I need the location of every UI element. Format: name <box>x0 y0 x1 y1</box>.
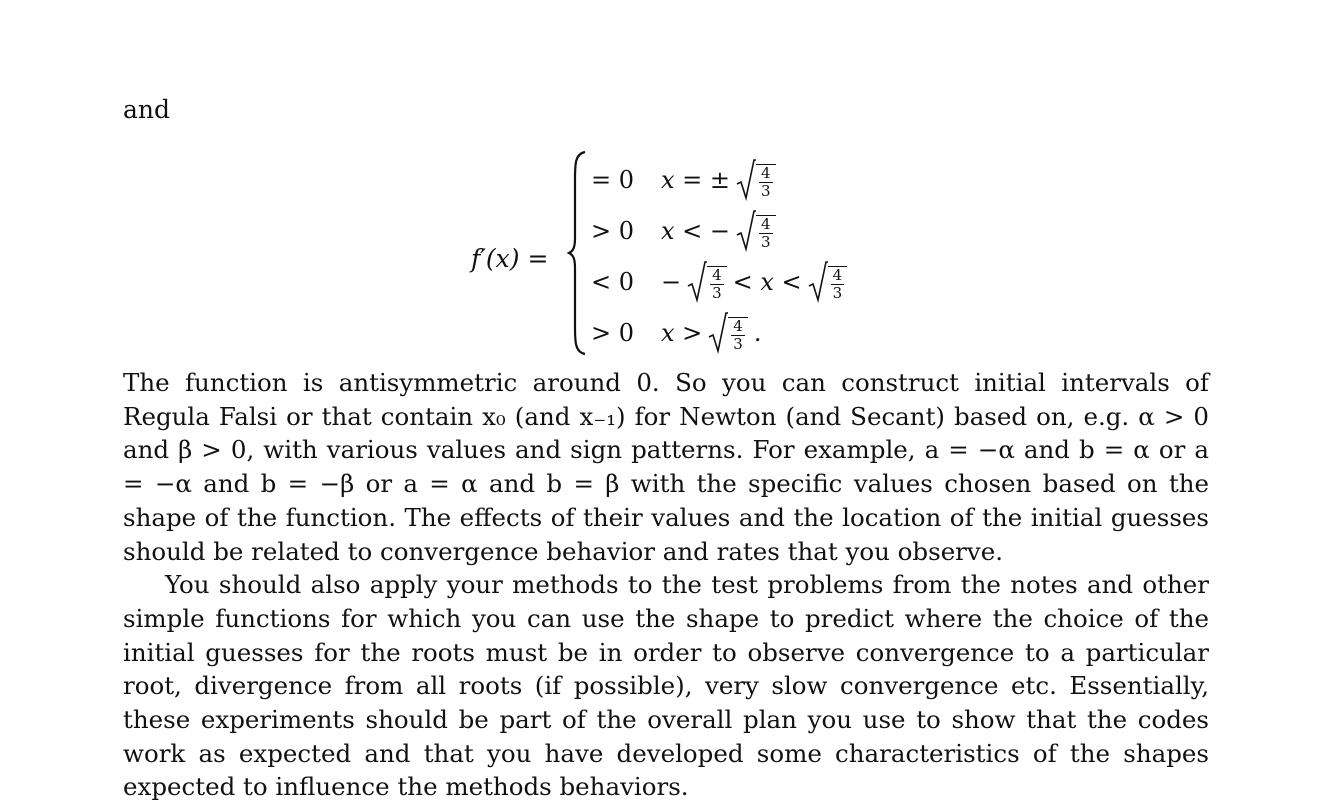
case-condition: = 0 <box>591 165 635 194</box>
case-range <box>661 260 847 304</box>
document-page <box>123 92 1209 804</box>
case-condition: < 0 <box>591 267 635 296</box>
radical-sign-icon <box>808 260 828 304</box>
fraction <box>828 266 848 302</box>
range-middle: < x < <box>732 267 802 296</box>
case-range <box>661 311 761 355</box>
fraction-denominator: 3 <box>761 232 771 251</box>
range-suffix: . <box>753 318 762 347</box>
square-root <box>736 158 776 202</box>
range-prefix: − <box>661 267 682 296</box>
body-paragraph-1: The function is antisymmetric around 0. So you can construct initial intervals of Regula Falsi or that contain x₀ (and x₋₁) for Newton (and Secant) based on, e.g. α > 0 and β > 0, with various values and sign patterns. For example, a = −α and b = α or a = −α and b = −β or a = α and b = β with the specific values chosen based on the shape of the function. The effects of their values and the location of the initial guesses should be related to convergence behavior and rates that you observe. <box>123 368 1209 566</box>
intro-word: and <box>123 95 171 124</box>
fraction-denominator: 3 <box>832 283 843 302</box>
radical-sign-icon <box>736 158 756 202</box>
range-prefix: x > <box>661 318 703 347</box>
range-prefix: x = ± <box>661 165 731 194</box>
fraction <box>756 164 776 200</box>
fraction-numerator: 4 <box>733 316 743 335</box>
radical-sign-icon <box>736 209 756 253</box>
piecewise-equation <box>123 128 1209 366</box>
lhs-equals: = <box>527 244 549 273</box>
square-root <box>808 260 848 304</box>
case-row <box>591 307 847 358</box>
body-paragraph-2: You should also apply your methods to the test problems from the notes and other simple functions for which you can use the shape to predict where the choice of the initial guesses for the roots must be in order to observe convergence to a particular root, divergence from all roots (if possible), very slow convergence etc. Essentially, these experiments should be part of the overall plan you use to show that the codes work as expected and that you have developed some characteristics of the shapes expected to influence the methods behaviors. <box>123 570 1209 802</box>
left-brace-icon <box>567 150 587 356</box>
fraction-denominator: 3 <box>712 283 722 302</box>
range-prefix: x < − <box>661 216 731 245</box>
fraction-numerator: 4 <box>761 163 771 182</box>
fraction-numerator: 4 <box>761 214 771 233</box>
case-range <box>661 209 776 253</box>
fraction-denominator: 3 <box>761 181 771 200</box>
lhs-function: f′(x) <box>471 244 520 273</box>
fraction-denominator: 3 <box>733 334 743 353</box>
case-range <box>661 158 776 202</box>
case-row <box>591 256 847 307</box>
equation-lhs <box>471 244 549 273</box>
radical-sign-icon <box>708 311 728 355</box>
case-row <box>591 154 847 205</box>
equation-cases <box>591 154 847 358</box>
case-row <box>591 205 847 256</box>
square-root <box>736 209 776 253</box>
radical-sign-icon <box>687 260 707 304</box>
fraction-numerator: 4 <box>712 265 722 284</box>
fraction <box>707 266 727 302</box>
square-root <box>708 311 748 355</box>
fraction <box>756 215 776 251</box>
case-condition: > 0 <box>591 318 635 347</box>
fraction-numerator: 4 <box>832 265 843 284</box>
fraction <box>728 317 748 353</box>
case-condition: > 0 <box>591 216 635 245</box>
square-root <box>687 260 727 304</box>
